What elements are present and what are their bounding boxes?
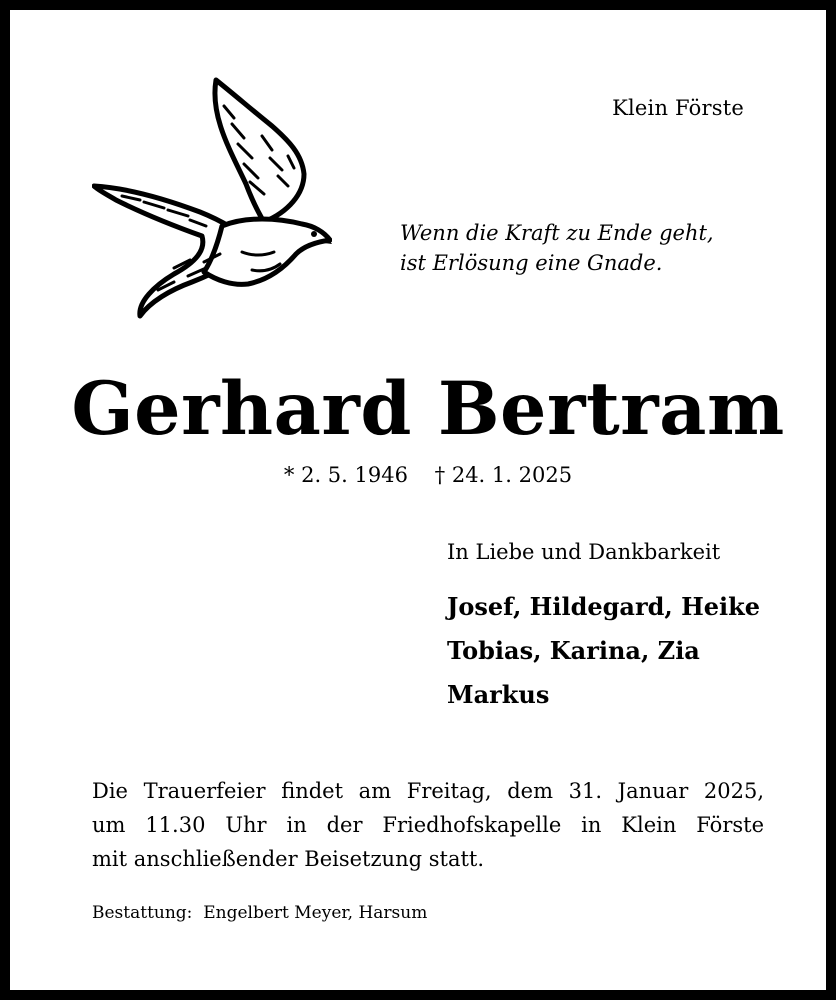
mourners-intro: In Liebe und Dankbarkeit [447, 540, 721, 564]
mourners-list [447, 585, 760, 717]
ceremony-line: mit anschließender Beisetzung statt. [92, 847, 485, 871]
quote [400, 218, 714, 278]
mourner-names: Josef, Hildegard, Heike [447, 592, 761, 621]
life-dates: * 2. 5. 1946 † 24. 1. 2025 [283, 463, 573, 487]
ceremony-line: Die Trauerfeier findet am Freitag, dem 31. Januar 2025, [92, 779, 764, 803]
dove-icon [92, 76, 332, 322]
quote-line: ist Erlösung eine Gnade. [400, 251, 663, 275]
mourner-names: Tobias, Karina, Zia [447, 636, 700, 665]
ceremony-text [92, 774, 764, 876]
quote-line: Wenn die Kraft zu Ende geht, [400, 221, 714, 245]
mourner-names: Markus [447, 680, 550, 709]
place-name: Klein Förste [612, 96, 744, 120]
deceased-name: Gerhard Bertram [71, 366, 785, 452]
funeral-home: Bestattung: Engelbert Meyer, Harsum [92, 903, 428, 923]
ceremony-line: um 11.30 Uhr in der Friedhofskapelle in Klein Förste [92, 813, 764, 837]
